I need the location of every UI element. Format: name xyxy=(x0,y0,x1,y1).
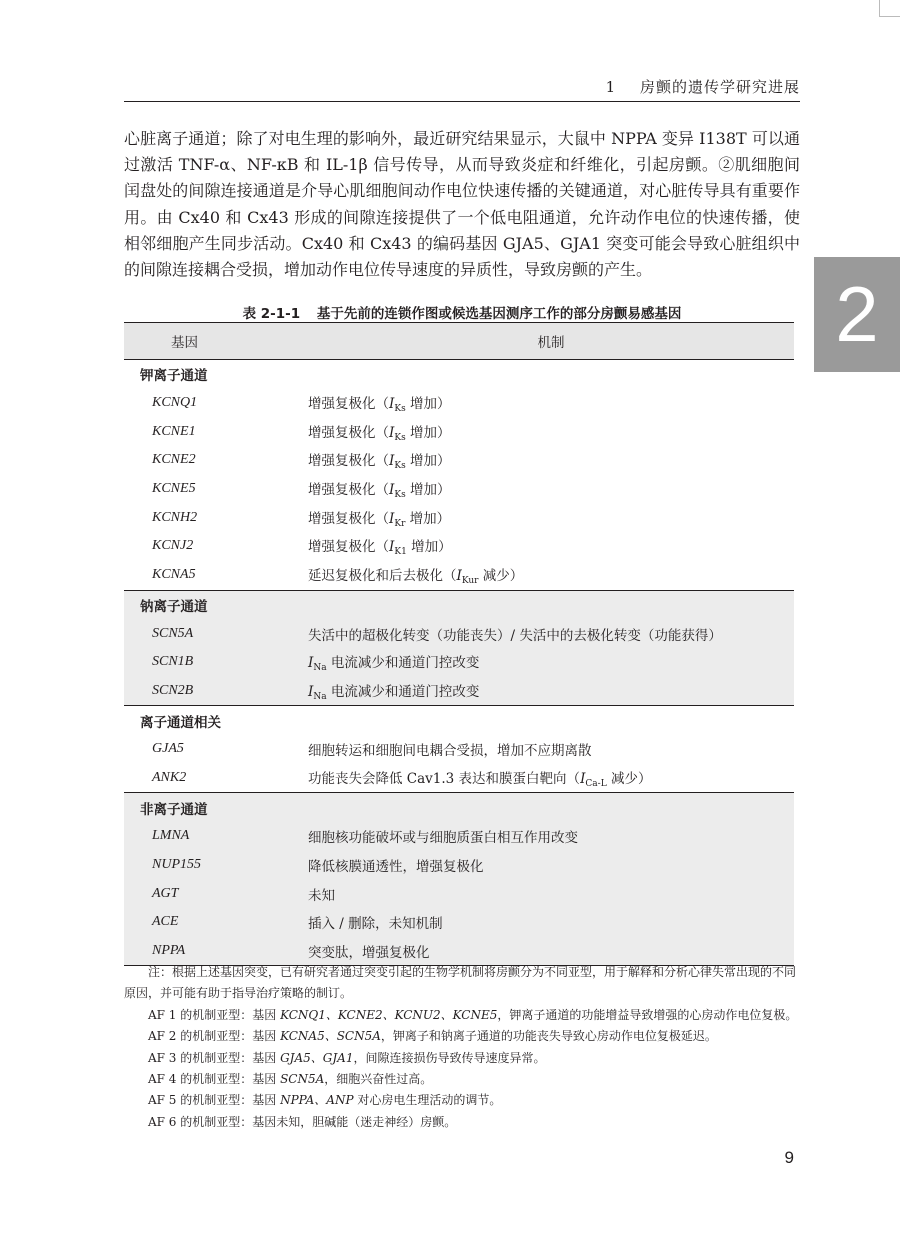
mechanism-text-start: 增强复极化（ xyxy=(308,510,389,527)
table-row xyxy=(124,446,794,475)
mechanism-text xyxy=(308,446,794,475)
mechanism-text xyxy=(308,879,794,908)
table-row xyxy=(124,822,794,851)
mechanism-text xyxy=(308,677,794,706)
category-label: 钾离子通道 xyxy=(140,368,208,385)
table-row xyxy=(124,648,794,677)
mechanism-text xyxy=(308,417,794,446)
mechanism-text-start: 功能丧失会降低 Cav1.3 表达和膜蛋白靶向（ xyxy=(308,770,581,787)
gene-name: KCNE1 xyxy=(152,423,196,439)
mechanism-text xyxy=(308,851,794,880)
gene-name: ANK2 xyxy=(152,769,187,785)
category-row xyxy=(124,793,794,822)
mechanism-text-start: 增强复极化（ xyxy=(308,539,389,556)
mechanism-text-end: 增加） xyxy=(405,396,451,413)
category-label: 非离子通道 xyxy=(124,793,794,822)
mechanism-text xyxy=(308,561,794,590)
column-header-gene: 基因 xyxy=(124,323,308,360)
current-subscript: Kr xyxy=(394,518,406,529)
gene-name: SCN5A xyxy=(152,625,194,641)
af-note-suffix: ，细胞兴奋性过高。 xyxy=(324,1072,433,1087)
gene-name: SCN1B xyxy=(152,654,194,670)
column-header-mechanism: 机制 xyxy=(308,323,794,360)
current-symbol: I xyxy=(389,396,395,413)
mechanism-text-end: 增加） xyxy=(405,424,451,441)
gene-name: AGT xyxy=(152,885,179,901)
current-symbol: I xyxy=(389,424,395,441)
af-subtype-note xyxy=(124,1069,800,1090)
af-subtype-note xyxy=(124,1005,800,1026)
mechanism-text-end: 减少） xyxy=(478,568,524,585)
category-label: 离子通道相关 xyxy=(124,706,794,735)
gene-name: NUP155 xyxy=(152,857,201,873)
table-row xyxy=(124,677,794,706)
gene-name: GJA5 xyxy=(152,741,184,757)
mechanism-text xyxy=(308,648,794,677)
af-note-genes: KCNA5、SCN5A xyxy=(280,1029,381,1044)
af-note-prefix: AF 5 的机制亚型：基因 xyxy=(148,1093,281,1108)
table-row xyxy=(124,879,794,908)
body-paragraph-text: 心脏离子通道；除了对电生理的影响外，最近研究结果显示，大鼠中 NPPA 变异 I138T 可以通过激活 TNF-α、NF-κB 和 IL-1β 信号传导，从而导致炎症和纤维化，引起房颤。②肌细胞间闰盘处的间隙连接通道是介导心肌细胞间动作电位快速传播的关键通道，对心脏传导具有重要作用。由 Cx40 和 Cx43 形成的间隙连接提供了一个低电阻通道，允许动作电位的快速传播，使相邻细胞产生同步活动。Cx40 和 Cx43 的编码基因 GJA5、GJA1 突变可能会导致心脏组织中的间隙连接耦合受损，增加动作电位传导速度的异质性，导致房颤的产生。 xyxy=(124,129,800,280)
mechanism-text xyxy=(308,735,794,764)
mechanism-text xyxy=(308,822,794,851)
current-subscript: Ks xyxy=(394,490,406,501)
table-row xyxy=(124,735,794,764)
mechanism-text-end: 增加） xyxy=(405,453,451,470)
af-note-suffix: ，钾离子和钠离子通道的功能丧失导致心房动作电位复极延迟。 xyxy=(380,1029,717,1044)
mechanism-text-start: 细胞核功能破坏或与细胞质蛋白相互作用改变 xyxy=(308,830,578,847)
current-subscript: K1 xyxy=(394,547,407,558)
mechanism-text-start: 细胞转运和细胞间电耦合受损，增加不应期离散 xyxy=(308,743,592,760)
page-number: 9 xyxy=(784,1148,794,1167)
table-row xyxy=(124,417,794,446)
table-caption-number: 表 2-1-1 xyxy=(242,306,301,322)
mechanism-text xyxy=(308,475,794,504)
current-subscript: Kur xyxy=(461,576,479,587)
mechanism-text-start: 增强复极化（ xyxy=(308,482,389,499)
mechanism-text xyxy=(308,389,794,418)
current-subscript: Ks xyxy=(394,404,406,415)
gene-name: KCNA5 xyxy=(152,567,196,583)
mechanism-text-start: 失活中的超极化转变（功能丧失）/ 失活中的去极化转变（功能获得） xyxy=(308,627,722,644)
gene-name: KCNE2 xyxy=(152,452,196,468)
af-note-genes: GJA5、GJA1 xyxy=(280,1050,354,1065)
gene-name: KCNE5 xyxy=(152,481,196,497)
mechanism-text-start: 增强复极化（ xyxy=(308,424,389,441)
af-note-prefix: AF 3 的机制亚型：基因 xyxy=(148,1050,281,1065)
mechanism-text xyxy=(308,532,794,561)
gene-name: KCNJ2 xyxy=(152,538,194,554)
gene-name: NPPA xyxy=(124,937,308,966)
table-notes xyxy=(124,962,800,1133)
af-note-prefix: AF 4 的机制亚型：基因 xyxy=(148,1072,281,1087)
table-row xyxy=(124,619,794,648)
crop-mark xyxy=(879,0,900,17)
mechanism-text xyxy=(308,503,794,532)
table-caption-title: 基于先前的连锁作图或候选基因测序工作的部分房颤易感基因 xyxy=(316,306,682,322)
af-subtype-note xyxy=(124,1112,800,1133)
table-caption xyxy=(124,302,800,322)
table-row xyxy=(124,389,794,418)
gene-name: ACE xyxy=(152,914,179,930)
gene-name: KCNQ1 xyxy=(152,395,198,411)
mechanism-text-start: 降低核膜通透性，增强复极化 xyxy=(308,859,484,876)
af-note-genes: NPPA、ANP xyxy=(280,1093,354,1108)
running-head-title: 房颤的遗传学研究进展 xyxy=(639,78,800,96)
af-note-suffix: ，间隙连接损伤导致传导速度异常。 xyxy=(353,1050,546,1065)
gene-table-container xyxy=(124,322,794,966)
table-body xyxy=(124,360,794,966)
category-row xyxy=(124,706,794,735)
af-note-genes: KCNQ1、KCNE2、KCNU2、KCNE5 xyxy=(280,1007,498,1022)
mechanism-text-start: 突变肽，增强复极化 xyxy=(308,945,430,962)
current-symbol: I xyxy=(389,482,395,499)
current-symbol: I xyxy=(389,510,395,527)
gene-name: LMNA xyxy=(152,828,190,844)
af-note-prefix: AF 2 的机制亚型：基因 xyxy=(148,1029,281,1044)
af-note-prefix: AF 6 的机制亚型：基因未知，胆碱能（迷走神经）房颤。 xyxy=(148,1114,457,1129)
current-subscript: Na xyxy=(313,663,327,674)
mechanism-text-end: 电流减少和通道门控改变 xyxy=(326,683,480,700)
mechanism-text-end: 增加） xyxy=(405,510,451,527)
af-note-suffix: ，钾离子通道的功能增益导致增强的心房动作电位复极。 xyxy=(497,1007,798,1022)
running-head xyxy=(606,76,800,97)
mechanism-text-start: 延迟复极化和后去极化（ xyxy=(308,568,457,585)
running-head-number: 1 xyxy=(605,78,617,96)
af-note-suffix: 对心房电生理活动的调节。 xyxy=(353,1093,502,1108)
mechanism-text xyxy=(308,908,794,937)
mechanism-text-start: 未知 xyxy=(308,887,335,904)
mechanism-text xyxy=(308,619,794,648)
af-note-genes: SCN5A xyxy=(280,1072,325,1087)
table-note: 注：根据上述基因突变，已有研究者通过突变引起的生物学机制将房颤分为不同亚型，用于解释和分析心律失常出现的不同原因，并可能有助于指导治疗策略的制订。 xyxy=(124,965,797,1001)
table-row xyxy=(124,532,794,561)
current-symbol: I xyxy=(389,539,395,556)
chapter-tab: 2 xyxy=(814,257,900,372)
af-subtype-note xyxy=(124,1048,800,1069)
category-row xyxy=(124,590,794,619)
table-header-row xyxy=(124,323,794,360)
gene-name: KCNH2 xyxy=(152,509,198,525)
table-row xyxy=(124,503,794,532)
table-row xyxy=(124,764,794,793)
table-row xyxy=(124,851,794,880)
table-row xyxy=(124,908,794,937)
current-symbol: I xyxy=(456,568,462,585)
current-symbol: I xyxy=(308,683,314,700)
mechanism-text-start: 插入 / 删除，未知机制 xyxy=(308,916,443,933)
body-paragraph xyxy=(124,126,800,283)
table-row xyxy=(124,475,794,504)
current-symbol: I xyxy=(580,770,586,787)
mechanism-text-start: 增强复极化（ xyxy=(308,453,389,470)
mechanism-text-end: 电流减少和通道门控改变 xyxy=(326,655,480,672)
current-subscript: Ks xyxy=(394,461,406,472)
mechanism-text-start: 增强复极化（ xyxy=(308,396,389,413)
header-rule xyxy=(124,101,800,102)
table-row xyxy=(124,561,794,590)
category-label: 钠离子通道 xyxy=(124,590,794,619)
af-subtype-note xyxy=(124,1026,800,1047)
gene-name: SCN2B xyxy=(152,682,194,698)
af-note-prefix: AF 1 的机制亚型：基因 xyxy=(148,1007,281,1022)
current-subscript: Ca-L xyxy=(585,778,607,789)
current-symbol: I xyxy=(389,453,395,470)
current-subscript: Ks xyxy=(394,432,406,443)
mechanism-text-end: 增加） xyxy=(405,482,451,499)
current-symbol: I xyxy=(308,655,314,672)
current-subscript: Na xyxy=(313,691,327,702)
mechanism-text-end: 减少） xyxy=(606,770,652,787)
mechanism-text xyxy=(308,764,794,793)
mechanism-text-end: 增加） xyxy=(406,539,452,556)
gene-table xyxy=(124,322,794,966)
category-row xyxy=(124,360,794,389)
af-subtype-note xyxy=(124,1090,800,1111)
